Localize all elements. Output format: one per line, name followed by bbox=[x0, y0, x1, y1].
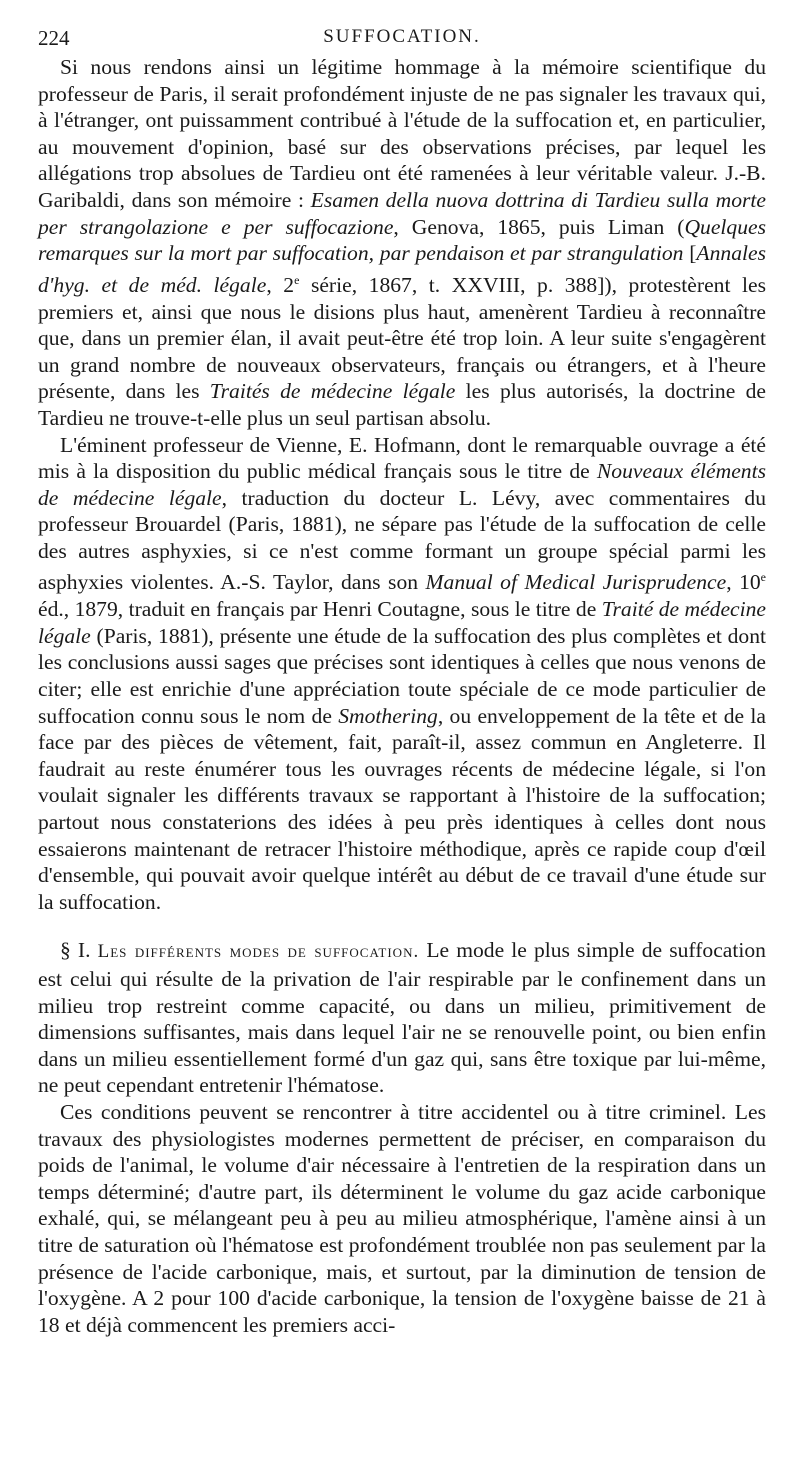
paragraph-3 bbox=[38, 937, 766, 1099]
italic-title: Manual of Medical Jurisprudence bbox=[425, 570, 727, 595]
section-spacer bbox=[38, 915, 766, 935]
superscript: e bbox=[294, 272, 300, 287]
text-run: , 10 bbox=[726, 570, 761, 595]
text-run: Si nous rendons ainsi un légitime hommage à la mémoire scientifique du professeur de Paris, il serait profondément injuste de ne pas signaler les travaux qui, à l'étranger, ont puissamment contribué à l'étude de la suffocation et, en particulier, au mouvement d'opinion, basé sur des observations précises, par lequel les allégations trop absolues de Tardieu ont été ramenées à leur véritable valeur. J.-B. Garibaldi, dans son mémoire : bbox=[38, 55, 766, 212]
italic-title: Esamen della nuova dottrina di Tardieu sulla morte per strangolazione e per suffocazione bbox=[38, 187, 766, 239]
text-run: L'éminent professeur de Vienne, E. Hofmann, dont le remarquable ouvrage a été mis à la disposition du public médical français sous le titre de bbox=[38, 432, 766, 484]
italic-title: Annales d'hyg. et de méd. légale bbox=[38, 241, 766, 297]
page-number: 224 bbox=[38, 26, 70, 50]
text-run: Ces conditions peuvent se rencontrer à titre accidentel ou à titre criminel. Les travaux des physiologistes modernes permettent de préciser, en comparaison du poids de l'animal, le volume d'air nécessaire à l'entretien de la respiration dans un temps déterminé; d'autre part, ils déterminent le volume du gaz acide carbonique exhalé, qui, se mélangeant peu à peu au milieu atmosphérique, l'amène ainsi à un titre de saturation où l'hématose est profondément troublée non pas seulement par la présence de l'acide carbonique, mais, et surtout, par la diminution de tension de l'oxygène. A 2 pour 100 d'acide carbonique, la tension de l'oxygène baisse de 21 à 18 et déjà commencent les premiers acci- bbox=[38, 1099, 766, 1337]
italic-term: Smothering bbox=[338, 703, 438, 728]
paragraph-1 bbox=[38, 54, 766, 432]
italic-title: Nouveaux éléments de médecine légale bbox=[38, 459, 766, 510]
text-run: , Genova, 1865, puis Liman ( bbox=[393, 214, 685, 239]
book-page bbox=[38, 22, 766, 1338]
superscript: e bbox=[760, 570, 766, 585]
text-run: , traduction du docteur L. Lévy, avec commentaires du professeur Brouardel (Paris, 1881), ne sépare pas l'étude de la suffocation de celle des autres asphyxies, si ce n'est comme formant un groupe spécial parmi les asphyxies violentes. A.-S. Taylor, dans son bbox=[38, 485, 766, 595]
text-run: les plus autorisés, la doctrine de Tardieu ne trouve-t-elle plus un seul partisan absolu. bbox=[38, 379, 766, 430]
italic-title: Quelques remarques sur la mort par suffocation, par pendaison et par strangulation bbox=[38, 214, 766, 266]
italic-title: Traité de médecine légale bbox=[38, 597, 766, 648]
section-mark: § I. bbox=[60, 938, 91, 963]
text-run: série, 1867, t. XXVIII, p. 388]), protestèrent les premiers et, ainsi que nous le disions plus haut, amenèrent Tardieu à reconnaître que, dans un premier élan, il avait peut-être été trop loin. A leur suite s'engagèrent un grand nombre de nouveaux observateurs, français ou étrangers, et à l'heure présente, dans les bbox=[38, 272, 766, 404]
paragraph-2 bbox=[38, 432, 766, 916]
text-run: Le mode le plus simple de suffocation est celui qui résulte de la privation de l'air respirable par le confinement dans un milieu trop restreint comme capacité, ou dans un milieu, primitivement de dimensions suffisantes, mais dans lequel l'air ne se renouvelle point, ou bien enfin dans un milieu essentiellement formé d'un gaz qui, sans être toxique par lui-même, ne peut cependant entretenir l'hématose. bbox=[38, 938, 766, 1098]
text-run: , 2 bbox=[266, 272, 295, 297]
section-heading: Les différents modes de suffocation. bbox=[97, 941, 420, 963]
paragraph-4 bbox=[38, 1099, 766, 1338]
running-title: SUFFOCATION. bbox=[323, 26, 481, 47]
text-run: , ou enveloppement de la tête et de la face par des pièces de vêtement, fait, paraît-il, assez commun en Angleterre. Il faudrait au reste énumérer tous les ouvrages récents de médecine légale, si l'on voulait signaler les différents travaux se rapportant à l'histoire de la suffocation; partout nous constaterions des idées à peu près identiques à celles dont nous essaierons maintenant de retracer l'histoire méthodique, après ce rapide coup d'œil d'ensemble, qui pouvait avoir quelque intérêt au début de ce travail d'une étude sur la suffocation. bbox=[38, 703, 766, 914]
page-header bbox=[38, 22, 766, 54]
text-run: éd., 1879, traduit en français par Henri Coutagne, sous le titre de bbox=[38, 597, 602, 622]
text-run: (Paris, 1881), présente une étude de la suffocation des plus complètes et dont les conclusions aussi sages que précises sont identiques à celles que nous venons de citer; elle est enrichie d'une appréciation toute spéciale de ce mode particulier de suffocation connu sous le nom de bbox=[38, 623, 766, 728]
italic-title: Traités de médecine légale bbox=[209, 379, 456, 404]
text-run: [ bbox=[683, 241, 697, 266]
